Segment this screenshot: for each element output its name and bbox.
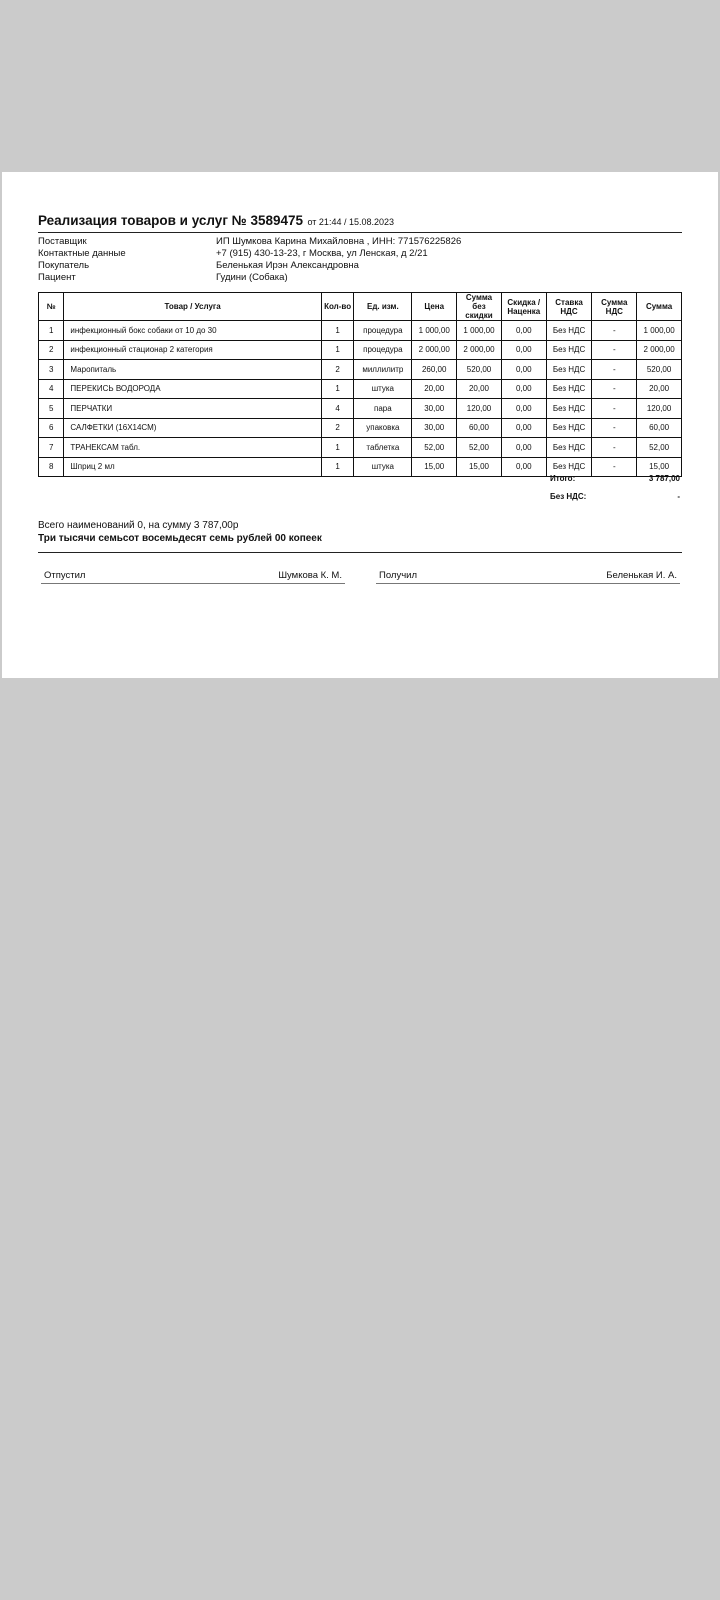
table-cell: 1 bbox=[321, 321, 354, 341]
table-cell: Без НДС bbox=[546, 360, 592, 380]
table-cell: 120,00 bbox=[637, 399, 682, 419]
table-cell: 2 bbox=[321, 418, 354, 438]
table-cell: 3 bbox=[39, 360, 64, 380]
document-date: от 21:44 / 15.08.2023 bbox=[307, 217, 394, 227]
document-title bbox=[38, 212, 682, 233]
table-cell: таблетка bbox=[354, 438, 412, 458]
table-cell: Без НДС bbox=[546, 340, 592, 360]
table-cell: процедура bbox=[354, 321, 412, 341]
table-cell: 0,00 bbox=[501, 418, 546, 438]
table-cell: пара bbox=[354, 399, 412, 419]
items-table-body bbox=[39, 321, 682, 477]
table-cell: 20,00 bbox=[457, 379, 502, 399]
table-cell: 15,00 bbox=[637, 457, 682, 477]
summary-words-line: Три тысячи семьсот восемьдесят семь рублей 00 копеек bbox=[38, 533, 322, 544]
table-cell: 8 bbox=[39, 457, 64, 477]
table-row bbox=[39, 418, 682, 438]
info-label: Покупатель bbox=[38, 260, 90, 271]
table-cell: - bbox=[592, 340, 637, 360]
table-cell: Без НДС bbox=[546, 438, 592, 458]
table-cell: 2 000,00 bbox=[412, 340, 457, 360]
total-label: Итого: bbox=[550, 474, 576, 483]
table-cell: миллилитр bbox=[354, 360, 412, 380]
table-cell: 52,00 bbox=[637, 438, 682, 458]
table-cell: 5 bbox=[39, 399, 64, 419]
table-cell: 4 bbox=[39, 379, 64, 399]
table-cell: 1 bbox=[321, 438, 354, 458]
info-value: +7 (915) 430-13-23, г Москва, ул Ленская, д 2/21 bbox=[216, 248, 428, 259]
table-cell: Без НДС bbox=[546, 457, 592, 477]
table-cell: 30,00 bbox=[412, 399, 457, 419]
table-cell: упаковка bbox=[354, 418, 412, 438]
table-cell: ПЕРЧАТКИ bbox=[64, 399, 321, 419]
amount-summary bbox=[38, 520, 682, 546]
table-cell: 0,00 bbox=[501, 438, 546, 458]
column-header: Скидка / Наценка bbox=[501, 293, 546, 321]
table-cell: 7 bbox=[39, 438, 64, 458]
table-cell: - bbox=[592, 379, 637, 399]
table-cell: - bbox=[592, 457, 637, 477]
received-signature bbox=[376, 570, 680, 584]
column-header: Товар / Услуга bbox=[64, 293, 321, 321]
vat-label: Без НДС: bbox=[550, 492, 587, 501]
table-cell: штука bbox=[354, 457, 412, 477]
table-cell: штука bbox=[354, 379, 412, 399]
info-row-buyer bbox=[38, 260, 682, 272]
table-cell: 1 bbox=[321, 379, 354, 399]
vat-value: - bbox=[677, 492, 680, 501]
table-cell: 520,00 bbox=[637, 360, 682, 380]
table-row bbox=[39, 399, 682, 419]
items-table bbox=[38, 292, 682, 477]
column-header: Цена bbox=[412, 293, 457, 321]
table-cell: 120,00 bbox=[457, 399, 502, 419]
table-cell: ПЕРЕКИСЬ ВОДОРОДА bbox=[64, 379, 321, 399]
table-cell: - bbox=[592, 418, 637, 438]
table-cell: 0,00 bbox=[501, 399, 546, 419]
table-header-row bbox=[39, 293, 682, 321]
info-value: ИП Шумкова Карина Михайловна , ИНН: 771576225826 bbox=[216, 236, 462, 247]
table-cell: 1 000,00 bbox=[412, 321, 457, 341]
table-cell: Без НДС bbox=[546, 379, 592, 399]
table-cell: инфекционный бокс собаки от 10 до 30 bbox=[64, 321, 321, 341]
table-cell: - bbox=[592, 321, 637, 341]
table-cell: 520,00 bbox=[457, 360, 502, 380]
table-cell: 52,00 bbox=[412, 438, 457, 458]
table-cell: 1 000,00 bbox=[457, 321, 502, 341]
table-row bbox=[39, 321, 682, 341]
table-cell: 0,00 bbox=[501, 457, 546, 477]
table-cell: - bbox=[592, 438, 637, 458]
table-cell: 0,00 bbox=[501, 379, 546, 399]
received-name: Беленькая И. А. bbox=[606, 570, 677, 581]
info-value: Беленькая Ирэн Александровна bbox=[216, 260, 359, 271]
table-cell: 20,00 bbox=[637, 379, 682, 399]
table-cell: 2 bbox=[321, 360, 354, 380]
column-header: Ед. изм. bbox=[354, 293, 412, 321]
party-info bbox=[38, 236, 682, 284]
table-cell: Без НДС bbox=[546, 321, 592, 341]
table-cell: 6 bbox=[39, 418, 64, 438]
info-label: Контактные данные bbox=[38, 248, 126, 259]
column-header: Сумма без скидки bbox=[457, 293, 502, 321]
table-cell: 15,00 bbox=[412, 457, 457, 477]
summary-count-line: Всего наименований 0, на сумму 3 787,00р bbox=[38, 520, 239, 531]
table-row bbox=[39, 438, 682, 458]
table-cell: 2 000,00 bbox=[637, 340, 682, 360]
info-label: Поставщик bbox=[38, 236, 87, 247]
table-row bbox=[39, 340, 682, 360]
table-cell: 4 bbox=[321, 399, 354, 419]
table-cell: Маропиталь bbox=[64, 360, 321, 380]
received-label: Получил bbox=[379, 570, 417, 581]
table-cell: 60,00 bbox=[457, 418, 502, 438]
info-row-supplier bbox=[38, 236, 682, 248]
column-header: Ставка НДС bbox=[546, 293, 592, 321]
totals bbox=[38, 474, 682, 510]
table-cell: Шприц 2 мл bbox=[64, 457, 321, 477]
divider bbox=[38, 552, 682, 553]
table-cell: 1 000,00 bbox=[637, 321, 682, 341]
total-value: 3 787,00 bbox=[648, 474, 680, 483]
info-row-contacts bbox=[38, 248, 682, 260]
released-signature bbox=[41, 570, 345, 584]
table-cell: САЛФЕТКИ (16Х14СМ) bbox=[64, 418, 321, 438]
table-cell: - bbox=[592, 399, 637, 419]
table-cell: - bbox=[592, 360, 637, 380]
table-cell: 2 bbox=[39, 340, 64, 360]
document-title-text: Реализация товаров и услуг № 3589475 bbox=[38, 213, 304, 228]
info-label: Пациент bbox=[38, 272, 76, 283]
table-cell: 0,00 bbox=[501, 360, 546, 380]
table-cell: Без НДС bbox=[546, 418, 592, 438]
invoice-sheet bbox=[2, 172, 718, 678]
table-row bbox=[39, 360, 682, 380]
released-name: Шумкова К. М. bbox=[278, 570, 342, 581]
table-cell: 1 bbox=[321, 457, 354, 477]
table-cell: 30,00 bbox=[412, 418, 457, 438]
table-cell: 1 bbox=[321, 340, 354, 360]
table-cell: 20,00 bbox=[412, 379, 457, 399]
table-cell: 15,00 bbox=[457, 457, 502, 477]
column-header: Сумма НДС bbox=[592, 293, 637, 321]
info-value: Гудини (Собака) bbox=[216, 272, 288, 283]
released-label: Отпустил bbox=[44, 570, 86, 581]
table-cell: 0,00 bbox=[501, 321, 546, 341]
column-header: Кол-во bbox=[321, 293, 354, 321]
table-cell: 1 bbox=[39, 321, 64, 341]
table-cell: инфекционный стационар 2 категория bbox=[64, 340, 321, 360]
table-cell: ТРАНЕКСАМ табл. bbox=[64, 438, 321, 458]
total-row bbox=[38, 474, 682, 492]
vat-row bbox=[38, 492, 682, 510]
column-header: № bbox=[39, 293, 64, 321]
table-cell: 0,00 bbox=[501, 340, 546, 360]
column-header: Сумма bbox=[637, 293, 682, 321]
table-cell: 52,00 bbox=[457, 438, 502, 458]
table-row bbox=[39, 379, 682, 399]
info-row-patient bbox=[38, 272, 682, 284]
table-cell: 2 000,00 bbox=[457, 340, 502, 360]
table-cell: 260,00 bbox=[412, 360, 457, 380]
table-cell: Без НДС bbox=[546, 399, 592, 419]
table-cell: 60,00 bbox=[637, 418, 682, 438]
table-cell: процедура bbox=[354, 340, 412, 360]
